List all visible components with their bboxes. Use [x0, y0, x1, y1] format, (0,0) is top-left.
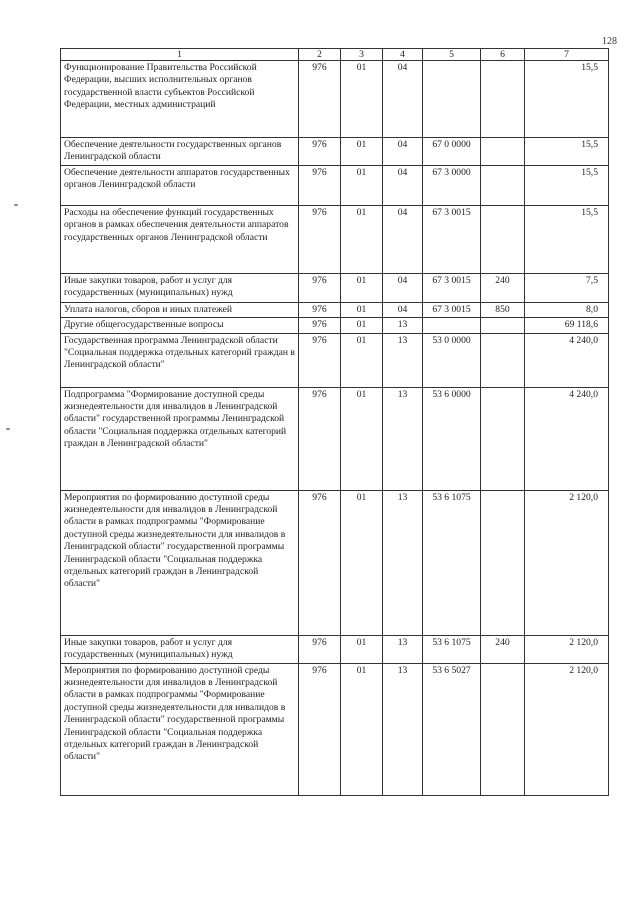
cell-ministry: 976 [299, 318, 341, 333]
cell-expense-type [481, 61, 525, 138]
cell-section: 01 [341, 273, 383, 302]
cell-amount: 2 120,0 [525, 490, 609, 635]
cell-expense-type [481, 333, 525, 387]
cell-amount: 8,0 [525, 302, 609, 317]
table-row [61, 663, 609, 795]
row-description: Мероприятия по формированию доступной среды жизнедеятельности для инвалидов в Ленинградской области в рамках подпрограммы "Формирование доступной среды жизнедеятельности для инвалидов в Ленинградской области" государственной программы Ленинградской области "Социальная поддержка отдельных категорий граждан в Ленинградской области" [61, 490, 299, 635]
cell-target-article: 67 3 0015 [423, 273, 481, 302]
cell-ministry: 976 [299, 302, 341, 317]
cell-ministry: 976 [299, 138, 341, 166]
cell-section: 01 [341, 490, 383, 635]
row-description: Уплата налогов, сборов и иных платежей [61, 302, 299, 317]
row-description: Мероприятия по формированию доступной среды жизнедеятельности для инвалидов в Ленинградской области в рамках подпрограммы "Формирование доступной среды жизнедеятельности для инвалидов в Ленинградской области" государственной программы Ленинградской области "Социальная поддержка отдельных категорий граждан в Ленинградской области" [61, 663, 299, 795]
cell-section: 01 [341, 302, 383, 317]
cell-section: 01 [341, 138, 383, 166]
cell-amount: 15,5 [525, 165, 609, 205]
cell-target-article: 53 6 1075 [423, 490, 481, 635]
row-description: Государственная программа Ленинградской области "Социальная поддержка отдельных категорий граждан в Ленинградской области" [61, 333, 299, 387]
cell-expense-type [481, 490, 525, 635]
row-description: Расходы на обеспечение функций государственных органов в рамках обеспечения деятельности аппаратов государственных органов Ленинградской области [61, 205, 299, 273]
cell-subsection: 13 [383, 318, 423, 333]
cell-subsection: 13 [383, 387, 423, 490]
scan-speck [6, 428, 10, 430]
page-number: 128 [602, 36, 617, 47]
cell-ministry: 976 [299, 635, 341, 663]
cell-expense-type: 240 [481, 635, 525, 663]
cell-target-article: 67 0 0000 [423, 138, 481, 166]
row-description: Другие общегосударственные вопросы [61, 318, 299, 333]
cell-ministry: 976 [299, 663, 341, 795]
cell-ministry: 976 [299, 61, 341, 138]
table-row [61, 490, 609, 635]
table-row [61, 387, 609, 490]
table-row [61, 273, 609, 302]
cell-expense-type [481, 663, 525, 795]
table-row [61, 138, 609, 166]
cell-amount: 4 240,0 [525, 387, 609, 490]
cell-subsection: 04 [383, 205, 423, 273]
column-header: 6 [481, 49, 525, 61]
cell-subsection: 04 [383, 273, 423, 302]
cell-subsection: 13 [383, 333, 423, 387]
table-row [61, 61, 609, 138]
cell-subsection: 13 [383, 635, 423, 663]
cell-expense-type [481, 165, 525, 205]
cell-amount: 4 240,0 [525, 333, 609, 387]
cell-subsection: 04 [383, 138, 423, 166]
table-row [61, 205, 609, 273]
cell-subsection: 13 [383, 490, 423, 635]
cell-section: 01 [341, 61, 383, 138]
table-row [61, 318, 609, 333]
column-header: 3 [341, 49, 383, 61]
cell-expense-type [481, 318, 525, 333]
table-row [61, 635, 609, 663]
cell-amount: 15,5 [525, 205, 609, 273]
table-header-row [61, 49, 609, 61]
cell-ministry: 976 [299, 333, 341, 387]
cell-section: 01 [341, 387, 383, 490]
cell-section: 01 [341, 333, 383, 387]
table-row [61, 302, 609, 317]
cell-target-article: 67 3 0015 [423, 302, 481, 317]
cell-expense-type: 850 [481, 302, 525, 317]
cell-amount: 15,5 [525, 138, 609, 166]
row-description: Функционирование Правительства Российской Федерации, высших исполнительных органов государственной власти субъектов Российской Федерации, местных администраций [61, 61, 299, 138]
cell-ministry: 976 [299, 490, 341, 635]
cell-target-article [423, 61, 481, 138]
table-row [61, 333, 609, 387]
row-description: Иные закупки товаров, работ и услуг для государственных (муниципальных) нужд [61, 635, 299, 663]
cell-amount: 7,5 [525, 273, 609, 302]
cell-target-article: 53 6 0000 [423, 387, 481, 490]
cell-amount: 2 120,0 [525, 635, 609, 663]
cell-amount: 15,5 [525, 61, 609, 138]
cell-ministry: 976 [299, 273, 341, 302]
cell-expense-type: 240 [481, 273, 525, 302]
cell-expense-type [481, 205, 525, 273]
cell-section: 01 [341, 663, 383, 795]
cell-amount: 69 118,6 [525, 318, 609, 333]
cell-subsection: 04 [383, 302, 423, 317]
cell-section: 01 [341, 318, 383, 333]
cell-target-article: 67 3 0000 [423, 165, 481, 205]
cell-subsection: 13 [383, 663, 423, 795]
table-row [61, 165, 609, 205]
cell-target-article: 67 3 0015 [423, 205, 481, 273]
row-description: Обеспечение деятельности аппаратов государственных органов Ленинградской области [61, 165, 299, 205]
cell-expense-type [481, 387, 525, 490]
column-header: 1 [61, 49, 299, 61]
cell-ministry: 976 [299, 165, 341, 205]
column-header: 2 [299, 49, 341, 61]
cell-target-article [423, 318, 481, 333]
column-header: 7 [525, 49, 609, 61]
cell-target-article: 53 6 5027 [423, 663, 481, 795]
scan-speck [14, 204, 18, 206]
column-header: 4 [383, 49, 423, 61]
row-description: Иные закупки товаров, работ и услуг для государственных (муниципальных) нужд [61, 273, 299, 302]
cell-subsection: 04 [383, 165, 423, 205]
cell-section: 01 [341, 165, 383, 205]
row-description: Обеспечение деятельности государственных органов Ленинградской области [61, 138, 299, 166]
cell-section: 01 [341, 205, 383, 273]
cell-target-article: 53 0 0000 [423, 333, 481, 387]
cell-expense-type [481, 138, 525, 166]
cell-ministry: 976 [299, 387, 341, 490]
row-description: Подпрограмма "Формирование доступной среды жизнедеятельности для инвалидов в Ленинградской области" государственной программы Ленинградской области "Социальная поддержка отдельных категорий граждан в Ленинградской области" [61, 387, 299, 490]
cell-ministry: 976 [299, 205, 341, 273]
budget-table [60, 48, 609, 796]
cell-target-article: 53 6 1075 [423, 635, 481, 663]
cell-section: 01 [341, 635, 383, 663]
cell-subsection: 04 [383, 61, 423, 138]
cell-amount: 2 120,0 [525, 663, 609, 795]
column-header: 5 [423, 49, 481, 61]
